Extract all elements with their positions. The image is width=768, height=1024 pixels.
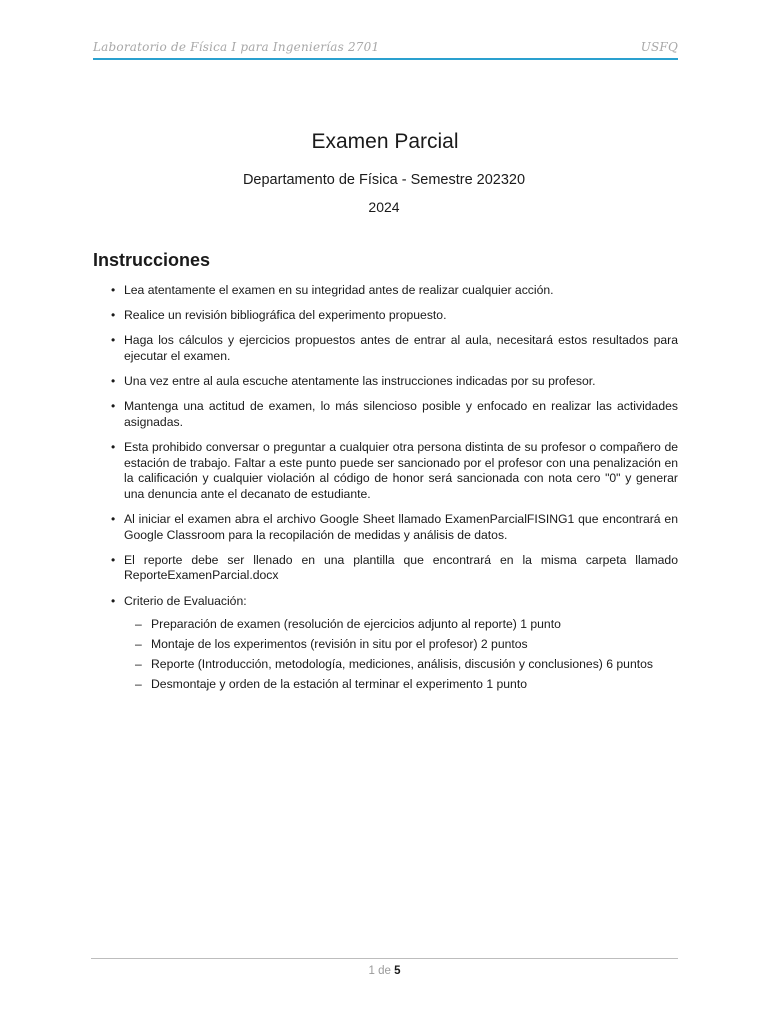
bullet-icon: • (111, 333, 116, 348)
list-item (93, 440, 678, 502)
criteria-text: Desmontaje y orden de la estación al terminar el experimento 1 punto (151, 676, 527, 691)
dash-icon: – (135, 656, 142, 671)
criteria-text: Montaje de los experimentos (revisión in situ por el profesor) 2 puntos (151, 637, 528, 652)
institution-name: USFQ (640, 40, 678, 54)
list-item (93, 333, 678, 364)
list-item (93, 594, 678, 693)
instruction-text: Una vez entre al aula escuche atentamente las instrucciones indicadas por su profesor. (124, 374, 596, 389)
title-block (0, 130, 768, 215)
instruction-text: Realice un revisión bibliográfica del experimento propuesto. (124, 308, 447, 323)
list-item (93, 283, 678, 299)
bullet-icon: • (111, 399, 116, 414)
criteria-item (124, 637, 678, 653)
instruction-text: Lea atentamente el examen en su integridad antes de realizar cualquier acción. (124, 283, 554, 297)
criteria-text: Preparación de examen (resolución de ejercicios adjunto al reporte) 1 punto (151, 617, 561, 632)
instruction-text: Haga los cálculos y ejercicios propuestos antes de entrar al aula, necesitará estos resultados para ejecutar el examen. (124, 333, 678, 363)
dash-icon: – (135, 617, 142, 632)
document-title: Examen Parcial (311, 130, 459, 153)
bullet-icon: • (111, 512, 116, 527)
criteria-list (124, 617, 678, 692)
instruction-text: Al iniciar el examen abra el archivo Google Sheet llamado ExamenParcialFISING1 que encontrará en Google Classroom para la recopilación de medidas y análisis de datos. (124, 512, 678, 542)
bullet-icon: • (111, 308, 116, 323)
criteria-item (124, 617, 678, 633)
bullet-icon: • (111, 593, 116, 608)
page-separator: de (378, 965, 391, 977)
instruction-text: El reporte debe ser llenado en una plantilla que encontrará en la misma carpeta llamado ReporteExamenParcial.docx (124, 552, 678, 583)
list-item (93, 512, 678, 543)
list-item (93, 553, 678, 584)
document-subtitle: Departamento de Física - Semestre 202320 (242, 172, 526, 188)
dash-icon: – (135, 637, 142, 652)
bullet-icon: • (111, 440, 116, 455)
dash-icon: – (135, 676, 142, 691)
list-item (93, 374, 678, 390)
document-year: 2024 (368, 199, 400, 215)
running-header (93, 40, 678, 60)
bullet-icon: • (111, 374, 116, 389)
instructions-list (93, 283, 678, 702)
list-item (93, 399, 678, 430)
instruction-text: Mantenga una actitud de examen, lo más silencioso posible y enfocado en realizar las actividades asignadas. (124, 399, 678, 429)
instruction-text: Criterio de Evaluación: (124, 593, 247, 608)
bullet-icon: • (111, 283, 116, 297)
criteria-text: Reporte (Introducción, metodología, mediciones, análisis, discusión y conclusiones) 6 puntos (151, 656, 653, 671)
criteria-item (124, 657, 678, 673)
criteria-item (124, 677, 678, 693)
section-heading: Instrucciones (93, 250, 211, 270)
page-total: 5 (394, 965, 401, 977)
page-footer (91, 958, 678, 977)
list-item (93, 308, 678, 324)
course-name: Laboratorio de Física I para Ingenierías 2701 (93, 40, 380, 54)
bullet-icon: • (111, 552, 116, 567)
page-number: 1 (368, 965, 375, 977)
instruction-text: Esta prohibido conversar o preguntar a cualquier otra persona distinta de su profesor o compañero de estación de trabajo. Faltar a este punto puede ser sancionado por el profesor con una penalización en la calificación y cualquier violación al código de honor será sancionada con nota cero "0" y generar una denuncia ante el decanato de estudiante. (124, 440, 678, 501)
